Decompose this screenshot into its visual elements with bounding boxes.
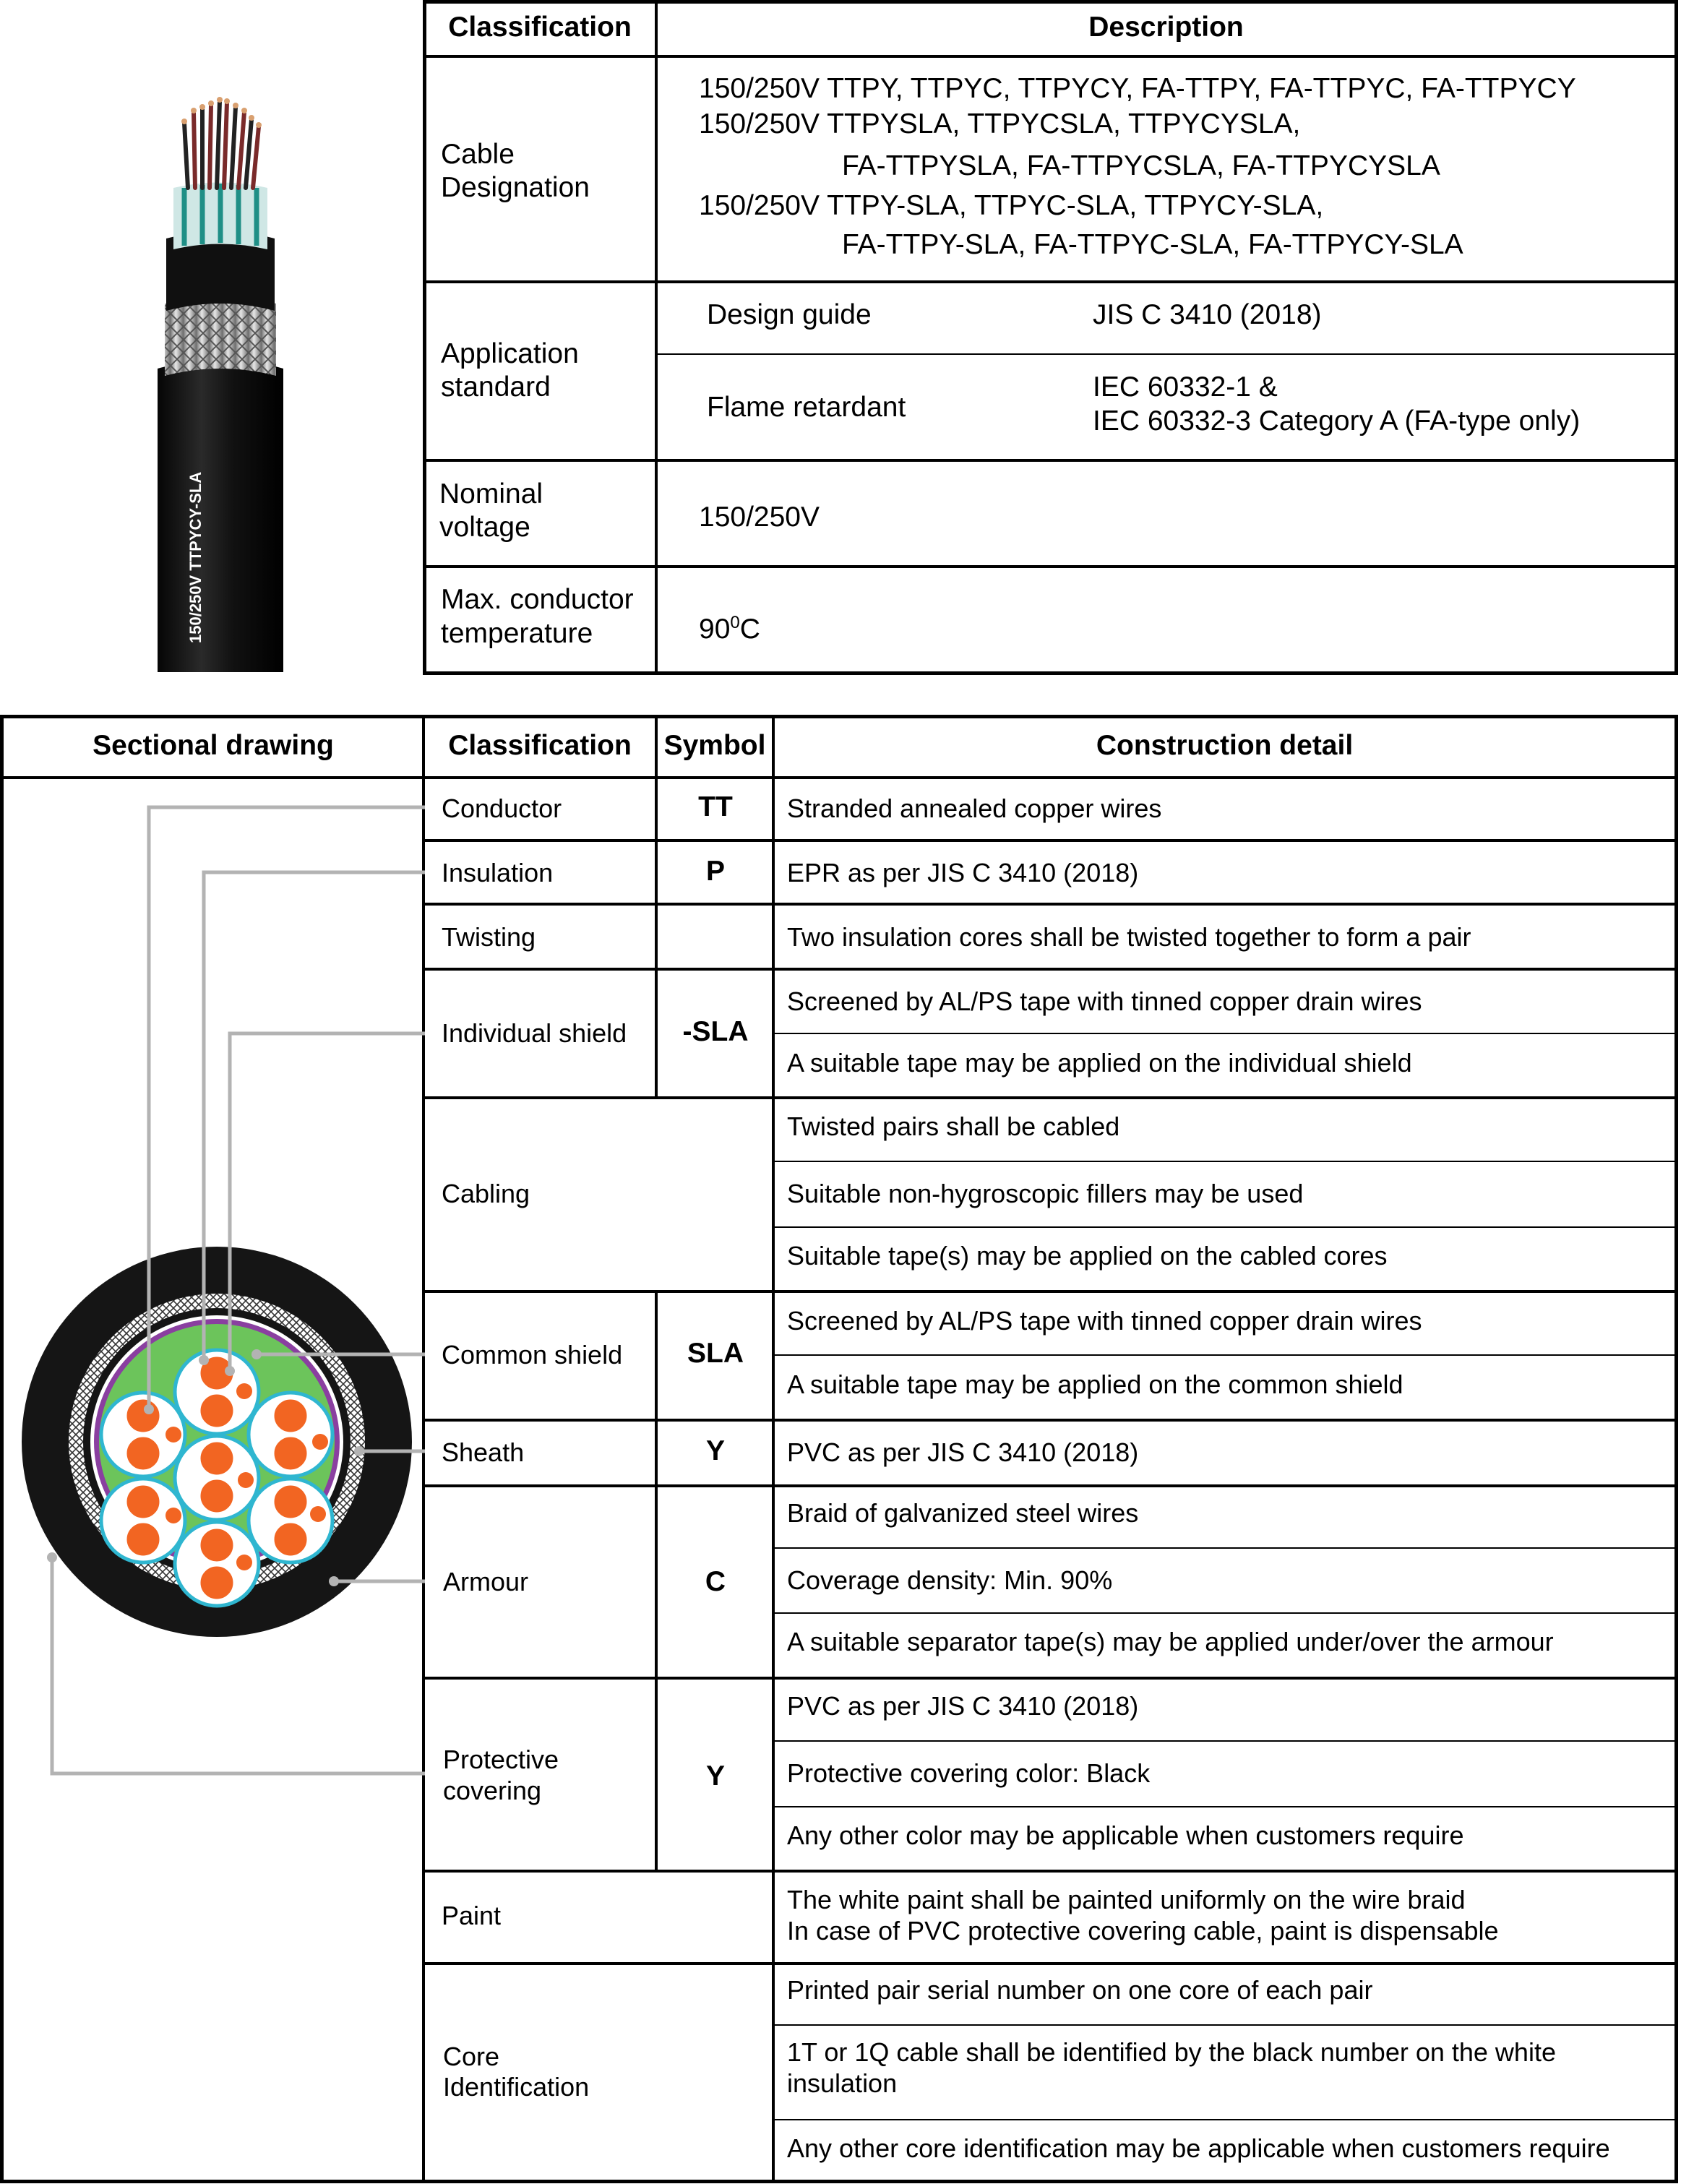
designation-line: 150/250V TTPY, TTPYC, TTPYCY, FA-TTPY, FA-TTPYC, FA-TTPYCY	[699, 73, 1576, 104]
application-standard-label-2: standard	[441, 371, 551, 403]
row-cabling-detail: Suitable non-hygroscopic fillers may be used	[787, 1179, 1304, 1208]
row-core-identification-detail: Printed pair serial number on one core of each pair	[787, 1975, 1373, 2005]
designation-line: FA-TTPY-SLA, FA-TTPYC-SLA, FA-TTPYCY-SLA	[842, 229, 1463, 260]
row-conductor-label: Conductor	[442, 794, 562, 823]
common-shield-ring	[90, 1315, 343, 1568]
row-paint-detail-2: In case of PVC protective covering cable, paint is dispensable	[787, 1916, 1499, 1946]
nominal-voltage-label-2: voltage	[439, 512, 530, 543]
row-twisting-detail: Two insulation cores shall be twisted together to form a pair	[787, 922, 1471, 952]
row-cabling-detail: Twisted pairs shall be cabled	[787, 1112, 1120, 1141]
flame-retardant-value-2: IEC 60332-3 Category A (FA-type only)	[1093, 405, 1581, 437]
row-armour-detail: Braid of galvanized steel wires	[787, 1498, 1139, 1528]
designation-line: 150/250V TTPY-SLA, TTPYC-SLA, TTPYCY-SLA,	[699, 190, 1324, 221]
max-temp-label: Max. conductor	[441, 584, 634, 615]
common-shield-purple	[94, 1319, 340, 1565]
cable-designation-label-2: Designation	[441, 172, 590, 203]
row-individual-shield-symbol: -SLA	[682, 1016, 749, 1047]
cable-designation-label: Cable	[441, 139, 515, 170]
row-armour-detail: A suitable separator tape(s) may be applied under/over the armour	[787, 1627, 1554, 1656]
designation-line: FA-TTPYSLA, FA-TTPYCSLA, FA-TTPYCYSLA	[842, 150, 1440, 181]
header-symbol: Symbol	[663, 730, 766, 761]
row-core-identification-label: Core	[443, 2042, 500, 2071]
row-core-identification-label-2: Identification	[443, 2072, 590, 2102]
row-protective-covering-detail: Protective covering color: Black	[787, 1758, 1151, 1788]
row-core-identification-detail: 1T or 1Q cable shall be identified by the black number on the white	[787, 2037, 1556, 2067]
top-header-classification: Classification	[448, 12, 632, 43]
design-guide-label: Design guide	[707, 299, 872, 330]
application-standard-label: Application	[441, 338, 579, 369]
max-temp-degree: 0	[730, 613, 740, 632]
header-classification: Classification	[448, 730, 632, 761]
row-insulation-detail: EPR as per JIS C 3410 (2018)	[787, 858, 1139, 887]
design-guide-value: JIS C 3410 (2018)	[1093, 299, 1322, 330]
row-conductor-detail: Stranded annealed copper wires	[787, 794, 1162, 823]
max-temp-number: 90	[699, 614, 731, 645]
top-header-description: Description	[1088, 12, 1244, 43]
header-sectional-drawing: Sectional drawing	[93, 730, 334, 761]
row-paint-detail: The white paint shall be painted uniformly on the wire braid	[787, 1885, 1466, 1914]
row-protective-covering-detail: Any other color may be applicable when customers require	[787, 1820, 1464, 1850]
drain-wires	[165, 1383, 328, 1570]
product-photo	[145, 79, 296, 672]
row-cabling-detail: Suitable tape(s) may be applied on the cabled cores	[787, 1241, 1388, 1271]
row-individual-shield-detail: Screened by AL/PS tape with tinned copper drain wires	[787, 986, 1422, 1016]
nominal-voltage-value: 150/250V	[699, 502, 820, 533]
armour-braid-ring	[69, 1294, 365, 1590]
row-armour-detail: Coverage density: Min. 90%	[787, 1565, 1113, 1595]
row-protective-covering-label-2: covering	[443, 1776, 542, 1805]
max-temp-label-2: temperature	[441, 618, 593, 649]
leader-lines	[52, 807, 425, 1774]
row-sheath-label: Sheath	[442, 1437, 525, 1467]
row-sheath-symbol: Y	[705, 1435, 725, 1466]
pair-bundles	[101, 1350, 332, 1606]
max-temp-unit: C	[739, 614, 760, 645]
row-armour-label: Armour	[443, 1567, 529, 1596]
row-common-shield-label: Common shield	[442, 1340, 623, 1370]
designation-line: 150/250V TTPYSLA, TTPYCSLA, TTPYCYSLA,	[699, 108, 1301, 139]
filler	[99, 1324, 335, 1560]
row-common-shield-detail: A suitable tape may be applied on the common shield	[787, 1370, 1403, 1399]
row-core-identification-detail: Any other core identification may be applicable when customers require	[787, 2133, 1610, 2163]
cable-printed-text: 150/250V TTPYCY-SLA	[186, 471, 205, 643]
header-construction-detail: Construction detail	[1096, 730, 1354, 761]
row-common-shield-detail: Screened by AL/PS tape with tinned copper drain wires	[787, 1306, 1422, 1336]
nominal-voltage-label: Nominal	[439, 478, 543, 510]
max-temp-value	[699, 607, 760, 645]
row-conductor-symbol: TT	[698, 791, 733, 822]
cable-illustration	[145, 79, 296, 672]
protective-covering-ring	[22, 1247, 412, 1637]
row-protective-covering-symbol: Y	[705, 1760, 725, 1792]
row-individual-shield-label: Individual shield	[442, 1018, 627, 1048]
row-protective-covering-label: Protective	[443, 1745, 559, 1774]
row-protective-covering-detail: PVC as per JIS C 3410 (2018)	[787, 1691, 1139, 1721]
row-insulation-label: Insulation	[442, 858, 554, 887]
flame-retardant-value: IEC 60332-1 &	[1093, 371, 1278, 403]
row-individual-shield-detail: A suitable tape may be applied on the individual shield	[787, 1048, 1412, 1078]
flame-retardant-label: Flame retardant	[707, 392, 906, 423]
row-armour-symbol: C	[705, 1566, 726, 1597]
sheath-ring	[83, 1308, 351, 1575]
row-insulation-symbol: P	[705, 856, 725, 887]
row-cabling-label: Cabling	[442, 1179, 530, 1208]
row-common-shield-symbol: SLA	[687, 1338, 744, 1369]
row-twisting-label: Twisting	[442, 922, 536, 952]
row-core-identification-detail: insulation	[787, 2068, 898, 2098]
row-paint-label: Paint	[442, 1901, 502, 1930]
row-sheath-detail: PVC as per JIS C 3410 (2018)	[787, 1437, 1139, 1467]
